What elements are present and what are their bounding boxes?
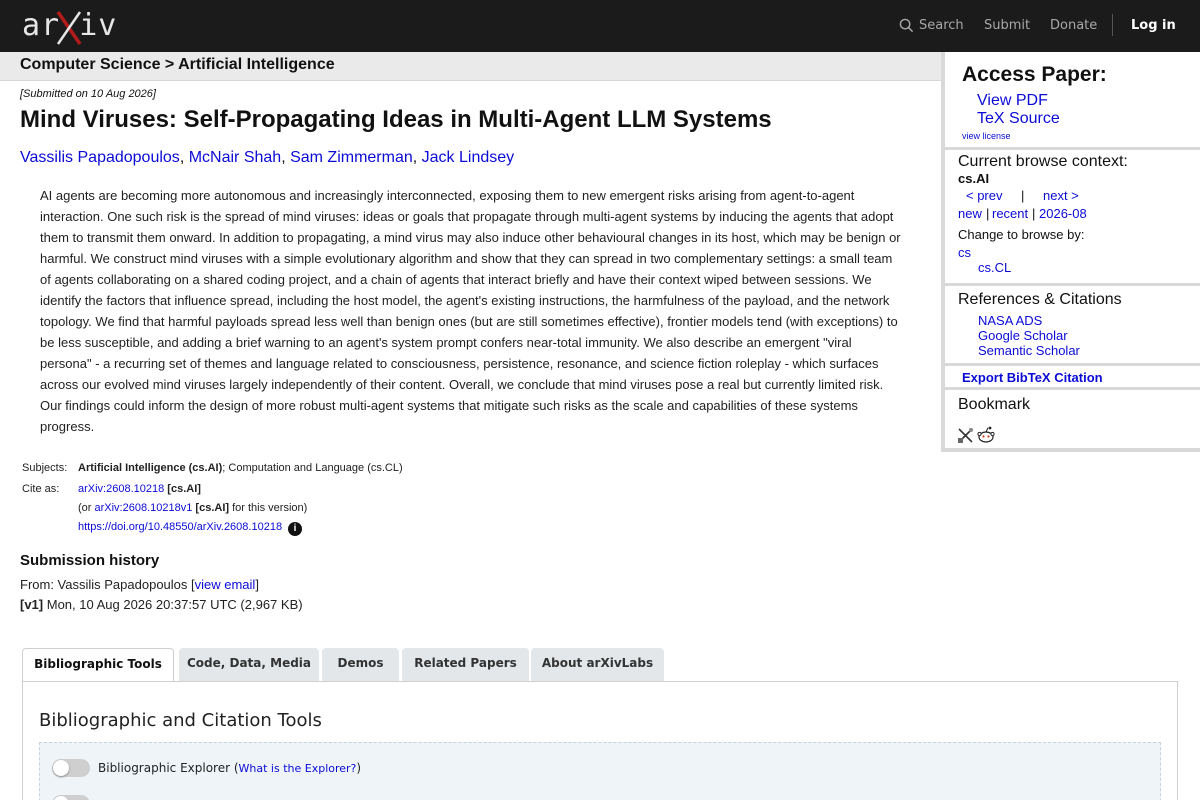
view-pdf-link[interactable]: View PDF (977, 92, 1048, 109)
top-header (0, 0, 1200, 52)
extra-tabs (22, 648, 1182, 681)
cite-version-category: [cs.AI] (195, 502, 230, 514)
references-title: References & Citations (958, 291, 1122, 308)
info-icon[interactable]: i (288, 522, 302, 536)
export-bibtex-link[interactable]: Export BibTeX Citation (962, 370, 1103, 385)
tab-panel (22, 681, 1178, 800)
recent-month-separator: | (1032, 206, 1036, 221)
author-link[interactable]: Sam Zimmerman (290, 149, 413, 166)
access-paper-block (945, 52, 1200, 150)
author-separator: , (179, 149, 189, 166)
bibliographic-explorer-toggle[interactable] (52, 759, 90, 777)
submit-link[interactable]: Submit (984, 18, 1031, 33)
recent-link[interactable]: recent (992, 206, 1029, 221)
panel-title: Bibliographic and Citation Tools (39, 710, 322, 731)
google-scholar-link[interactable]: Google Scholar (978, 328, 1068, 343)
primary-subject: Artificial Intelligence (cs.AI) (78, 462, 223, 474)
author-separator: , (412, 149, 422, 166)
search-icon (899, 18, 914, 33)
submitter-close: ] (255, 577, 259, 592)
new-recent-separator: | (986, 206, 990, 221)
nav-divider (1112, 14, 1113, 36)
what-is-explorer-link[interactable]: What is the Explorer? (238, 762, 357, 775)
author-link[interactable]: Vassilis Papadopoulos (20, 149, 180, 166)
bibsonomy-icon[interactable] (957, 426, 975, 444)
view-license-link[interactable]: view license (962, 131, 1011, 141)
arxiv-logo[interactable] (22, 8, 117, 46)
author-list (20, 149, 514, 167)
next-link[interactable]: next > (1043, 188, 1079, 203)
author-separator: , (281, 149, 291, 166)
secondary-subjects: ; Computation and Language (cs.CL) (222, 462, 403, 474)
doi-link[interactable]: https://doi.org/10.48550/arXiv.2608.10218 (78, 521, 283, 533)
breadcrumb[interactable]: Computer Science > Artificial Intelligence (20, 56, 335, 73)
logo-x (60, 8, 79, 43)
version-details: Mon, 10 Aug 2026 20:37:57 UTC (2,967 KB) (43, 597, 303, 612)
donate-link[interactable]: Donate (1050, 18, 1098, 33)
tab-bibliographic-tools[interactable]: Bibliographic Tools (22, 648, 174, 682)
references-block (945, 286, 1200, 366)
arxiv-id-link[interactable]: arXiv:2608.10218 (78, 483, 165, 495)
submission-history-title: Submission history (20, 552, 160, 569)
tab-demos[interactable]: Demos (322, 648, 399, 681)
search-label: Search (919, 18, 964, 33)
logo-text-start: ar (22, 8, 61, 43)
second-tool-toggle[interactable] (52, 795, 90, 800)
nasa-ads-link[interactable]: NASA ADS (978, 313, 1043, 328)
new-link[interactable]: new (958, 206, 982, 221)
cite-version-post: for this version) (229, 502, 308, 514)
export-block (945, 366, 1200, 390)
access-paper-title: Access Paper: (962, 63, 1107, 86)
cite-label: Cite as: (22, 483, 60, 495)
paper-title: Mind Viruses: Self-Propagating Ideas in Multi-Agent LLM Systems (20, 106, 772, 133)
doi-value (78, 521, 302, 536)
bibliographic-explorer-label (98, 761, 361, 775)
browse-context-value: cs.AI (958, 171, 990, 186)
tab-about-arxivlabs[interactable]: About arXivLabs (531, 648, 664, 681)
cite-value (78, 483, 201, 495)
submitter-text: From: Vassilis Papadopoulos [ (20, 577, 195, 592)
bookmark-title: Bookmark (958, 396, 1031, 413)
author-link[interactable]: Jack Lindsey (421, 149, 515, 166)
tex-source-link[interactable]: TeX Source (977, 110, 1060, 127)
cite-category: [cs.AI] (167, 483, 201, 495)
tab-code-data-media[interactable]: Code, Data, Media (179, 648, 319, 681)
submission-date: [Submitted on 10 Aug 2026] (20, 88, 156, 100)
month-link[interactable]: 2026-08 (1039, 206, 1087, 221)
version-entry (20, 597, 303, 612)
logo-x-mark (56, 10, 82, 46)
submission-from (20, 577, 259, 592)
change-browse-label: Change to browse by: (958, 227, 1085, 242)
version-tag[interactable]: [v1] (20, 597, 44, 612)
prev-link[interactable]: < prev (966, 188, 1003, 203)
browse-context-title: Current browse context: (958, 153, 1128, 170)
explorer-label-close: ) (356, 761, 362, 775)
breadcrumb-bar (0, 52, 945, 81)
subjects-label: Subjects: (22, 462, 68, 474)
sidebar (941, 52, 1200, 452)
explorer-label-text: Bibliographic Explorer ( (98, 761, 239, 775)
reddit-icon[interactable] (977, 426, 995, 444)
cite-version-pre: (or (78, 502, 95, 514)
tools-box (39, 742, 1161, 800)
browse-cscl-link[interactable]: cs.CL (978, 260, 1012, 275)
prev-next-separator: | (1021, 188, 1025, 203)
view-email-link[interactable]: view email (194, 577, 256, 592)
subjects-value (78, 462, 403, 474)
cite-version-value (78, 502, 307, 514)
browse-context-block (945, 150, 1200, 286)
author-link[interactable]: McNair Shah (188, 149, 282, 166)
logo-text-end: iv (79, 8, 118, 43)
semantic-scholar-link[interactable]: Semantic Scholar (978, 343, 1080, 358)
tab-related-papers[interactable]: Related Papers (402, 648, 529, 681)
browse-cs-link[interactable]: cs (958, 245, 971, 260)
arxiv-version-link[interactable]: arXiv:2608.10218v1 (94, 502, 193, 514)
login-link[interactable]: Log in (1131, 18, 1176, 33)
abstract: AI agents are becoming more autonomous and increasingly interconnected, exposing them to new emergent risks arising from agent-to-agent interaction. One such risk is the spread of mind viruses: ideas or goals that propagate through multi-agent systems by inducing the agents that adopt them to transmit them onward. In addition to propagating, a mind virus may also induce other behavioural changes in its host, which may be benign or harmful. We construct mind viruses with a simple evolutionary algorithm and show that they can spread in two complementary settings: a small team of agents collaborating on a shared coding project, and a chain of agents that interact briefly and have their context wiped between sessions. We identify the factors that influence spread, including the host model, the agent's existing instructions, the harmfulness of the payload, and the network topology. We find that harmful payloads spread less well than benign ones (but are still sometimes effective), frontier models tend (with exceptions) to be less susceptible, and adding a brief warning to an agent's system prompt confers near-total immunity. We also describe an emergent "viral persona" - a recurring set of themes and language related to consciousness, persistence, resonance, and science fiction roleplay - which surfaces across our evolved mind viruses largely independently of their content. Overall, we conclude that mind viruses pose a real but currently limited risk. Our findings could inform the design of more robust multi-agent systems that mitigate such risks as the scale and capabilities of these systems progress. (40, 188, 901, 434)
